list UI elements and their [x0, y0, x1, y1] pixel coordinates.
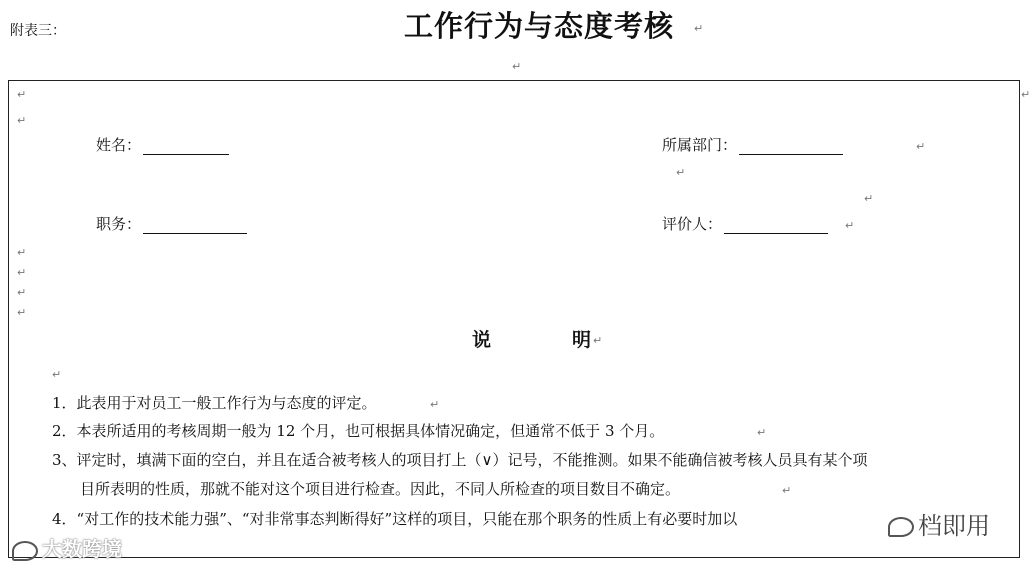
evaluator-blank[interactable] [724, 219, 828, 234]
evaluator-field [662, 213, 828, 234]
paragraph-mark: ↵ [916, 140, 926, 153]
paragraph-mark: ↵ [864, 192, 874, 205]
position-field [96, 213, 247, 234]
paragraph-mark: ↵ [676, 166, 686, 179]
name-label: 姓名： [96, 136, 142, 154]
paragraph-mark: ↵ [52, 368, 62, 381]
paragraph-mark: ↵ [694, 22, 704, 35]
paragraph-mark: ↵ [593, 334, 603, 347]
watermark-left [12, 533, 122, 562]
watermark-right-text: 档即用 [918, 512, 990, 540]
evaluator-label: 评价人： [662, 215, 723, 233]
paragraph-mark: ↵ [17, 266, 27, 279]
explanation-item-4: 4．“对工作的技术能力强”、“对非常事态判断得好”这样的项目，只能在那个职务的性质上有必要时加以 [52, 510, 738, 528]
department-label: 所属部门： [662, 136, 738, 154]
paragraph-mark: ↵ [845, 219, 855, 232]
wechat-icon [888, 517, 914, 537]
paragraph-mark: ↵ [512, 60, 522, 73]
paragraph-mark: ↵ [430, 398, 440, 411]
weibo-icon [12, 541, 38, 561]
paragraph-mark: ↵ [782, 484, 792, 497]
watermark-left-text: 大数跨境 [42, 537, 122, 561]
explanation-heading-right: 明 [572, 329, 592, 351]
explanation-item-2: 2．本表所适用的考核周期一般为 12 个月，也可根据具体情况确定，但通常不低于 3 个月。 [52, 422, 665, 440]
department-field [662, 134, 843, 155]
paragraph-mark: ↵ [17, 306, 27, 319]
annex-label: 附表三： [10, 23, 66, 39]
paragraph-mark: ↵ [17, 88, 27, 101]
paragraph-mark: ↵ [17, 246, 27, 259]
explanation-heading-left: 说 [472, 329, 492, 351]
name-blank[interactable] [143, 140, 229, 155]
explanation-item-3: 3、评定时，填满下面的空白，并且在适合被考核人的项目打上（∨）记号，不能推测。如果不能确信被考核人员具有某个项 [52, 451, 868, 469]
paragraph-mark: ↵ [1021, 88, 1030, 101]
paragraph-mark: ↵ [17, 114, 27, 127]
name-field [96, 134, 229, 155]
explanation-item-3-continued: 目所表明的性质，那就不能对这个项目进行检查。因此，不同人所检查的项目数目不确定。 [80, 480, 681, 498]
position-label: 职务： [96, 215, 142, 233]
watermark-right [884, 506, 994, 541]
paragraph-mark: ↵ [757, 426, 767, 439]
paragraph-mark: ↵ [17, 286, 27, 299]
department-blank[interactable] [739, 140, 843, 155]
page-title: 工作行为与态度考核 [404, 9, 675, 43]
position-blank[interactable] [143, 219, 247, 234]
explanation-item-1: 1．此表用于对员工一般工作行为与态度的评定。 [52, 394, 377, 412]
